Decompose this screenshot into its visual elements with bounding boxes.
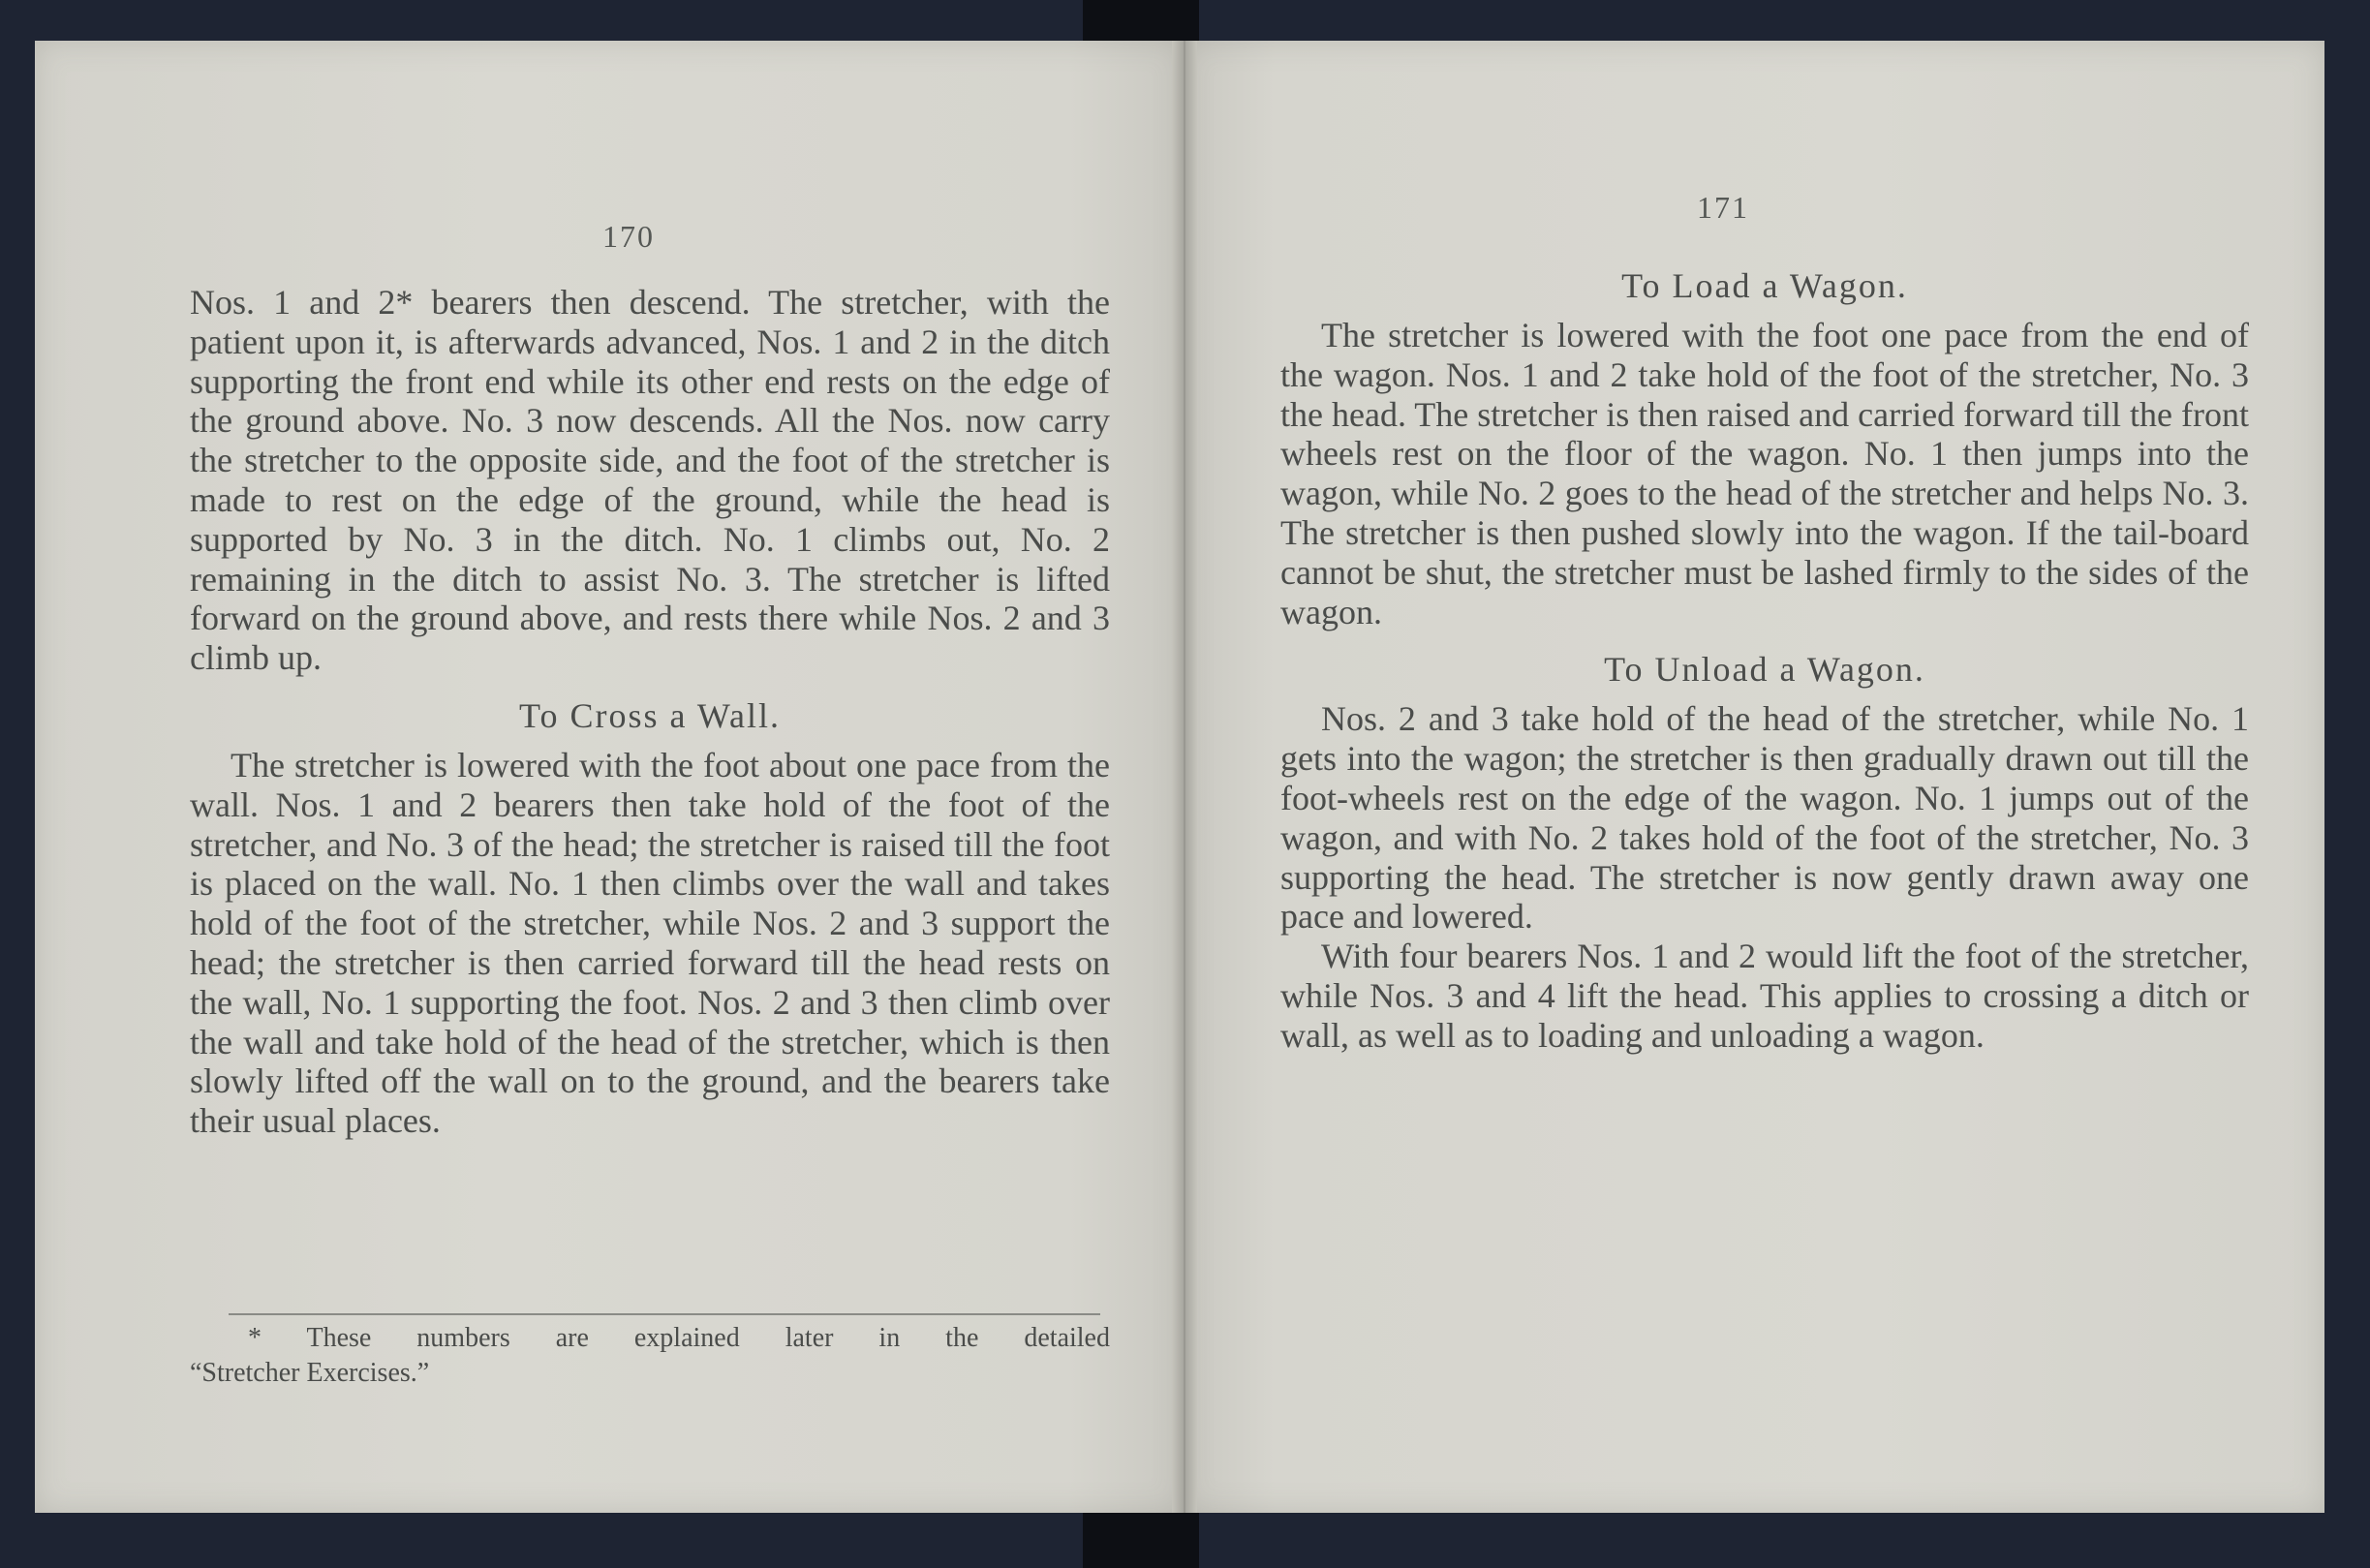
- paragraph: With four bearers Nos. 1 and 2 would lift the foot of the stretcher, while Nos. 3 and 4 lift the head. This applies to crossing a ditch or wall, as well as to loading and unloading a wagon.: [1280, 937, 2249, 1055]
- paragraph: The stretcher is lowered with the foot one pace from the end of the wagon. Nos. 1 and 2 take hold of the foot of the stretcher, No. 3 the head. The stretcher is then raised and carried forward till the front wheels rest on the floor of the wagon. No. 1 then jumps into the wagon, while No. 2 goes to the head of the stretcher and helps No. 3. The stretcher is then pushed slowly into the wagon. If the tail-board cannot be shut, the stretcher must be lashed firmly to the sides of the wagon.: [1280, 316, 2249, 631]
- spine-top-shadow: [1083, 0, 1199, 41]
- section-heading-unload-wagon: To Unload a Wagon.: [1604, 650, 1925, 690]
- paragraph: Nos. 1 and 2* bearers then descend. The stretcher, with the patient upon it, is afterwards advanced, Nos. 1 and 2 in the ditch supporting the front end while its other end rests on the edge of the ground above. No. 3 now descends. All the Nos. now carry the stretcher to the opposite side, and the foot of the stretcher is made to rest on the edge of the ground, while the head is supported by No. 3 in the ditch. No. 1 climbs out, No. 2 remaining in the ditch to assist No. 3. The stretcher is lifted forward on the ground above, and rests there while Nos. 2 and 3 climb up.: [190, 283, 1110, 678]
- footnote-divider: [229, 1313, 1100, 1315]
- page-number-left: 170: [602, 219, 655, 254]
- footnote: [190, 1321, 1110, 1391]
- page-number-right: 171: [1697, 190, 1749, 225]
- spine-bottom-shadow: [1083, 1513, 1199, 1568]
- book-gutter: [1172, 41, 1197, 1513]
- paragraph: Nos. 2 and 3 take hold of the head of the stretcher, while No. 1 gets into the wagon; the stretcher is then gradually drawn out till the foot-wheels rest on the edge of the wagon. No. 1 jumps out of the wagon, and with No. 2 takes hold of the foot of the stretcher, No. 3 supporting the head. The stretcher is now gently drawn away one pace and lowered.: [1280, 699, 2249, 937]
- section-heading-load-wagon: To Load a Wagon.: [1621, 266, 1908, 305]
- footnote-line: “Stretcher Exercises.”: [190, 1358, 430, 1388]
- paragraph: The stretcher is lowered with the foot about one pace from the wall. Nos. 1 and 2 bearers then take hold of the foot of the stretcher, and No. 3 of the head; the stretcher is raised till the foot is placed on the wall. No. 1 then climbs over the wall and takes hold of the foot of the stretcher, while Nos. 2 and 3 support the head; the stretcher is then carried forward till the head rests on the wall, No. 1 supporting the foot. Nos. 2 and 3 then climb over the wall and take hold of the head of the stretcher, which is then slowly lifted off the wall on to the ground, and the bearers take their usual places.: [190, 745, 1110, 1141]
- section-heading-cross-wall: To Cross a Wall.: [519, 695, 781, 735]
- footnote-line: * These numbers are explained later in the detailed: [248, 1323, 1110, 1353]
- left-page: [35, 41, 1184, 1513]
- right-page: [1184, 41, 2324, 1513]
- left-page-body: [190, 283, 1110, 1141]
- right-page-body: [1280, 265, 2249, 1056]
